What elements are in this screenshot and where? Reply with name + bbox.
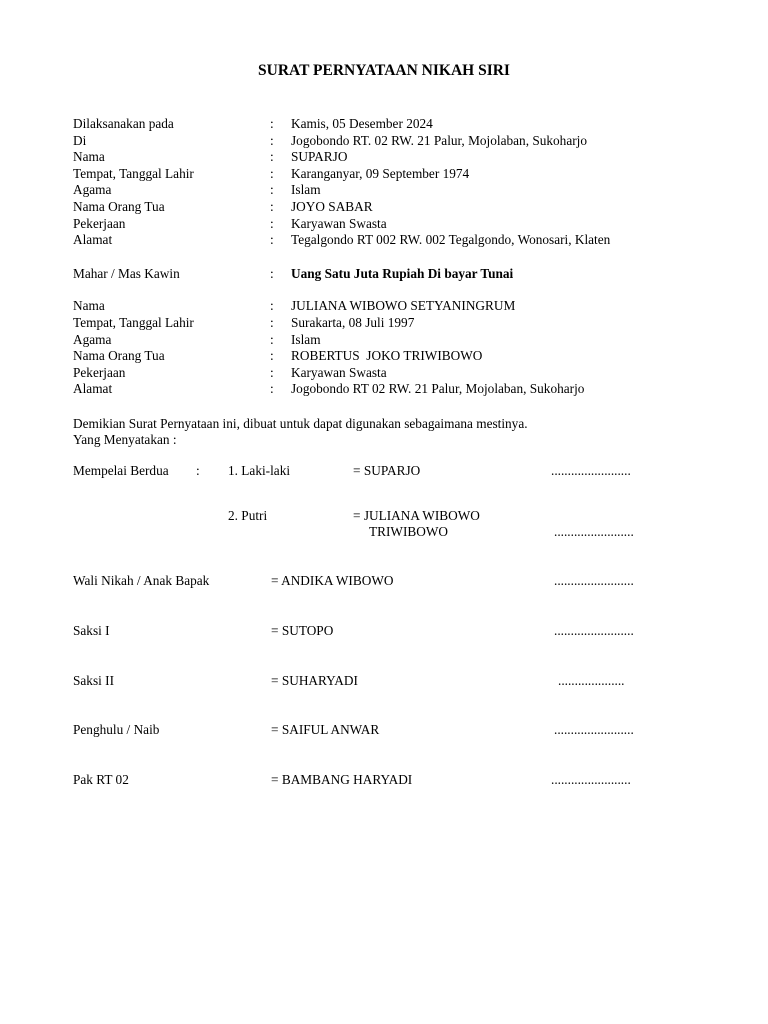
rt-label: Pak RT 02 [73,772,129,787]
groom-religion-label: Agama [73,182,112,197]
saksi1-label: Saksi I [73,623,110,638]
colon: : [270,149,274,164]
colon: : [270,315,274,330]
groom-address-label: Alamat [73,232,113,247]
bride-religion-value: Islam [291,332,321,347]
saksi1-name: = SUTOPO [271,623,334,638]
closing-statement: Demikian Surat Pernyataan ini, dibuat untuk dapat digunakan sebagaimana mestinya. [73,416,528,431]
penghulu-name: = SAIFUL ANWAR [271,722,380,737]
groom-job-value: Karyawan Swasta [291,216,387,231]
event-place-label: Di [73,133,87,148]
event-date-value: Kamis, 05 Desember 2024 [291,116,433,131]
bride-birth-value: Surakarta, 08 Juli 1997 [291,315,415,330]
penghulu-label: Penghulu / Naib [73,722,160,737]
mahar-label: Mahar / Mas Kawin [73,266,180,281]
colon: : [270,133,274,148]
bride-parent-label: Nama Orang Tua [73,348,165,363]
event-date-label: Dilaksanakan pada [73,116,174,131]
saksi2-signature-line: .................... [558,673,625,688]
bride-role: 2. Putri [228,508,268,523]
colon: : [270,348,274,363]
groom-parent-value: JOYO SABAR [291,199,373,214]
yang-menyatakan: Yang Menyatakan : [73,432,177,447]
bride-sign-name-cont: TRIWIBOWO [369,524,449,539]
rt-name: = BAMBANG HARYADI [271,772,413,787]
bride-parent-value: ROBERTUS JOKO TRIWIBOWO [291,348,483,363]
bride-name-label: Nama [73,298,105,313]
bride-job-label: Pekerjaan [73,365,126,380]
groom-name-value: SUPARJO [291,149,348,164]
groom-signature-line: ........................ [551,463,631,478]
colon: : [270,199,274,214]
wali-signature-line: ........................ [554,573,634,588]
colon: : [270,298,274,313]
groom-birth-label: Tempat, Tanggal Lahir [73,166,194,181]
colon: : [270,266,274,281]
bride-signature-line: ........................ [554,524,634,539]
bride-name-value: JULIANA WIBOWO SETYANINGRUM [291,298,516,313]
saksi2-label: Saksi II [73,673,114,688]
wali-name: = ANDIKA WIBOWO [271,573,394,588]
colon: : [196,463,200,478]
saksi2-name: = SUHARYADI [271,673,358,688]
colon: : [270,216,274,231]
bride-sign-name: = JULIANA WIBOWO [353,508,480,523]
bride-job-value: Karyawan Swasta [291,365,387,380]
colon: : [270,116,274,131]
bride-address-value: Jogobondo RT 02 RW. 21 Palur, Mojolaban, Sukoharjo [291,381,585,396]
colon: : [270,232,274,247]
groom-parent-label: Nama Orang Tua [73,199,165,214]
colon: : [270,332,274,347]
mempelai-label: Mempelai Berdua [73,463,169,478]
groom-role: 1. Laki-laki [228,463,291,478]
groom-sign-name: = SUPARJO [353,463,421,478]
wali-label: Wali Nikah / Anak Bapak [73,573,210,588]
bride-address-label: Alamat [73,381,113,396]
colon: : [270,182,274,197]
document-title: SURAT PERNYATAAN NIKAH SIRI [258,62,510,79]
event-place-value: Jogobondo RT. 02 RW. 21 Palur, Mojolaban, Sukoharjo [291,133,587,148]
penghulu-signature-line: ........................ [554,722,634,737]
colon: : [270,166,274,181]
bride-birth-label: Tempat, Tanggal Lahir [73,315,194,330]
groom-religion-value: Islam [291,182,321,197]
colon: : [270,381,274,396]
saksi1-signature-line: ........................ [554,623,634,638]
mahar-value: Uang Satu Juta Rupiah Di bayar Tunai [291,266,514,281]
rt-signature-line: ........................ [551,772,631,787]
groom-name-label: Nama [73,149,105,164]
groom-address-value: Tegalgondo RT 002 RW. 002 Tegalgondo, Wonosari, Klaten [291,232,611,247]
groom-birth-value: Karanganyar, 09 September 1974 [291,166,470,181]
groom-job-label: Pekerjaan [73,216,126,231]
colon: : [270,365,274,380]
bride-religion-label: Agama [73,332,112,347]
